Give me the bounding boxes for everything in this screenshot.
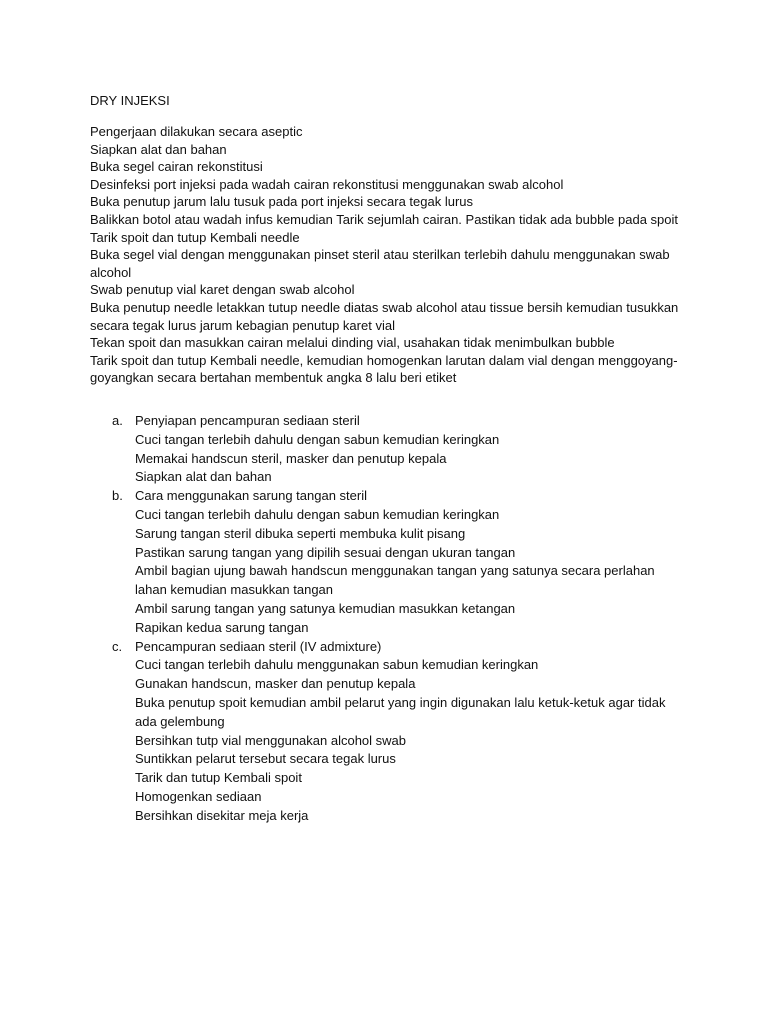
- section-title: Cara menggunakan sarung tangan steril: [135, 488, 367, 504]
- section-item: Homogenkan sediaan: [135, 788, 262, 804]
- document-title: DRY INJEKSI: [90, 93, 170, 108]
- step-line: Pengerjaan dilakukan secara aseptic: [90, 124, 303, 139]
- section-item: Cuci tangan terlebih dahulu dengan sabun kemudian keringkan: [135, 506, 500, 522]
- section-items: [135, 506, 682, 638]
- section-c: [112, 638, 682, 826]
- section-item: Bersihkan disekitar meja kerja: [135, 807, 309, 823]
- step-line: Swab penutup vial karet dengan swab alcohol: [90, 282, 355, 298]
- step-line: Tekan spoit dan masukkan cairan melalui dinding vial, usahakan tidak menimbulkan bubble: [90, 335, 615, 351]
- step-line: Tarik spoit dan tutup Kembali needle: [90, 229, 300, 245]
- section-item: Buka penutup spoit kemudian ambil pelarut yang ingin digunakan lalu ketuk-ketuk agar tidak ada gelembung: [135, 694, 666, 729]
- step-line: Buka penutup jarum lalu tusuk pada port injeksi secara tegak lurus: [90, 194, 473, 210]
- section-item: Bersihkan tutp vial menggunakan alcohol swab: [135, 732, 407, 748]
- section-items: [135, 431, 682, 487]
- section-item: Gunakan handscun, masker dan penutup kepala: [135, 676, 416, 692]
- section-marker: c.: [112, 638, 123, 654]
- section-marker: a.: [112, 413, 123, 428]
- section-item: Sarung tangan steril dibuka seperti membuka kulit pisang: [135, 525, 466, 541]
- section-title: Penyiapan pencampuran sediaan steril: [135, 413, 360, 428]
- step-line: Buka segel vial dengan menggunakan pinset steril atau sterilkan terlebih dahulu menggunakan swab alcohol: [90, 247, 670, 280]
- lettered-sections: [112, 412, 682, 826]
- section-items: [135, 656, 682, 825]
- section-a: [112, 412, 682, 487]
- step-line: Desinfeksi port injeksi pada wadah cairan rekonstitusi menggunakan swab alcohol: [90, 176, 564, 192]
- section-item: Ambil bagian ujung bawah handscun menggunakan tangan yang satunya secara perlahan lahan kemudian masukkan tangan: [135, 563, 655, 598]
- step-line: Siapkan alat dan bahan: [90, 141, 227, 157]
- section-item: Pastikan sarung tangan yang dipilih sesuai dengan ukuran tangan: [135, 544, 516, 560]
- step-line: Buka penutup needle letakkan tutup needle diatas swab alcohol atau tissue bersih kemudian tusukkan secara tegak lurus jarum kebagian penutup karet vial: [90, 299, 679, 333]
- section-item: Ambil sarung tangan yang satunya kemudian masukkan ketangan: [135, 600, 516, 616]
- section-title: Pencampuran sediaan steril (IV admixture): [135, 638, 382, 654]
- section-item: Cuci tangan terlebih dahulu dengan sabun kemudian keringkan: [135, 431, 500, 447]
- section-b: [112, 487, 682, 637]
- procedure-steps: [90, 123, 680, 387]
- step-line: Buka segel cairan rekonstitusi: [90, 159, 263, 175]
- section-item: Cuci tangan terlebih dahulu menggunakan sabun kemudian keringkan: [135, 657, 539, 673]
- section-item: Suntikkan pelarut tersebut secara tegak lurus: [135, 751, 396, 767]
- section-marker: b.: [112, 488, 123, 504]
- section-item: Memakai handscun steril, masker dan penutup kepala: [135, 450, 447, 466]
- step-line: Tarik spoit dan tutup Kembali needle, kemudian homogenkan larutan dalam vial dengan menggoyang-goyangkan secara bertahan membentuk angka 8 lalu beri etiket: [90, 352, 678, 386]
- section-item: Tarik dan tutup Kembali spoit: [135, 770, 302, 786]
- section-item: Rapikan kedua sarung tangan: [135, 619, 309, 635]
- step-line: Balikkan botol atau wadah infus kemudian Tarik sejumlah cairan. Pastikan tidak ada bubble pada spoit: [90, 211, 679, 227]
- section-item: Siapkan alat dan bahan: [135, 469, 272, 485]
